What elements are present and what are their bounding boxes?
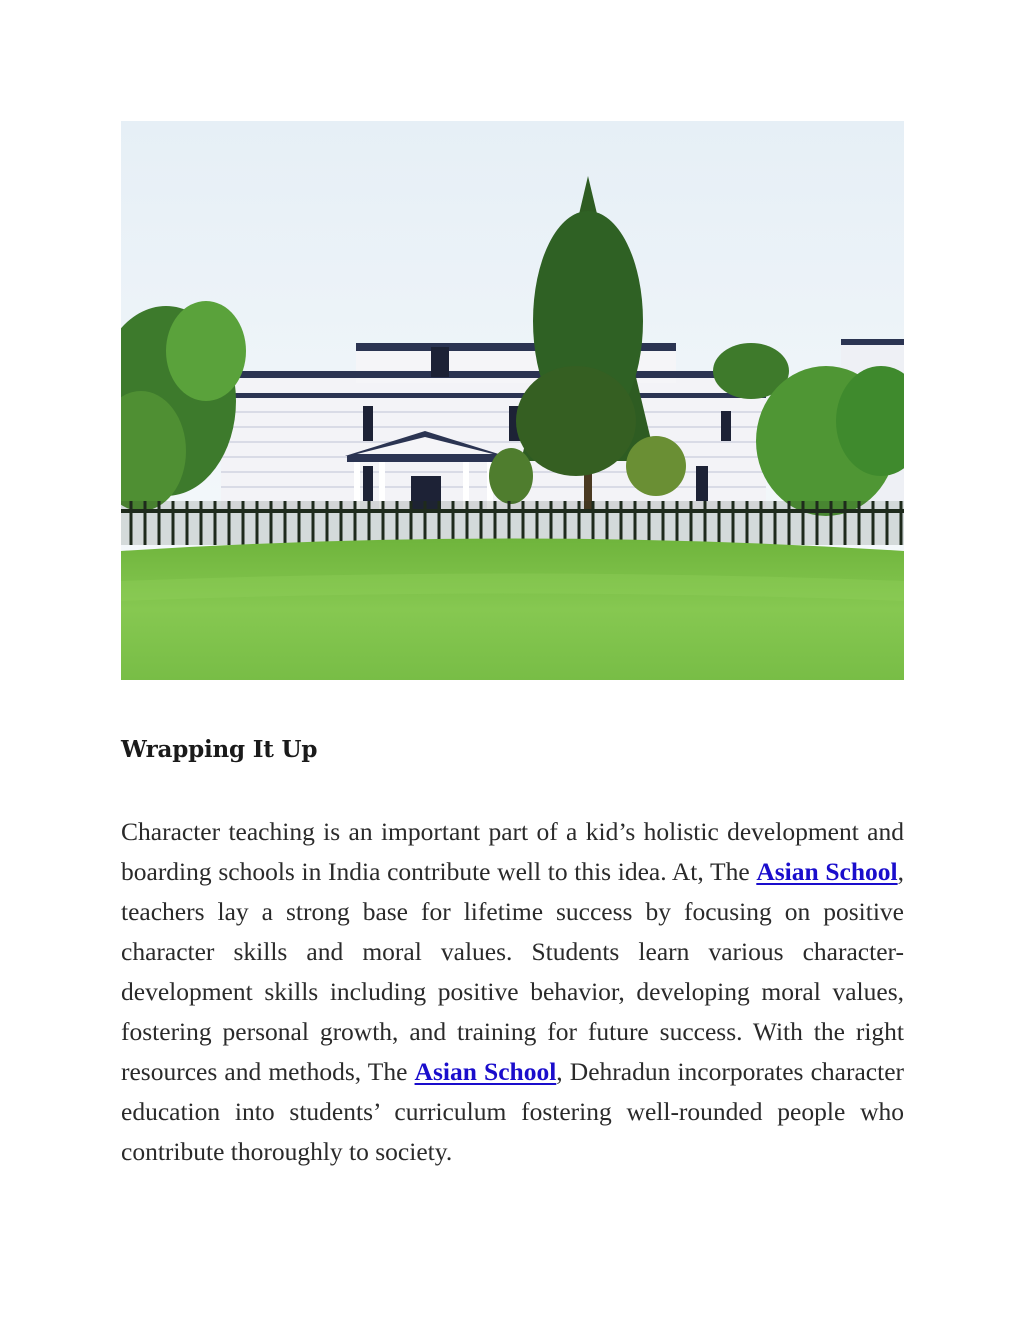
section-heading: Wrapping It Up <box>121 736 318 763</box>
asian-school-link-2[interactable]: Asian School <box>414 1057 557 1086</box>
body-paragraph <box>121 812 904 1172</box>
paragraph-text-3: , Dehradun incorporates character education into students’ curriculum fostering well-rounded people who contribute thoroughly to society. <box>121 1057 905 1166</box>
asian-school-link-1[interactable]: Asian School <box>756 857 898 886</box>
paragraph-text-2: , teachers lay a strong base for lifetime success by focusing on positive character skills and moral values. Students learn various character-development skills including positive behavior, developing moral values, fostering personal growth, and training for future success. With the right resources and methods, The <box>121 857 904 1086</box>
paragraph-text-1: Character teaching is an important part of a kid’s holistic development and boarding schools in India contribute well to this idea. At, The <box>121 817 904 886</box>
school-building-photo <box>121 121 904 680</box>
